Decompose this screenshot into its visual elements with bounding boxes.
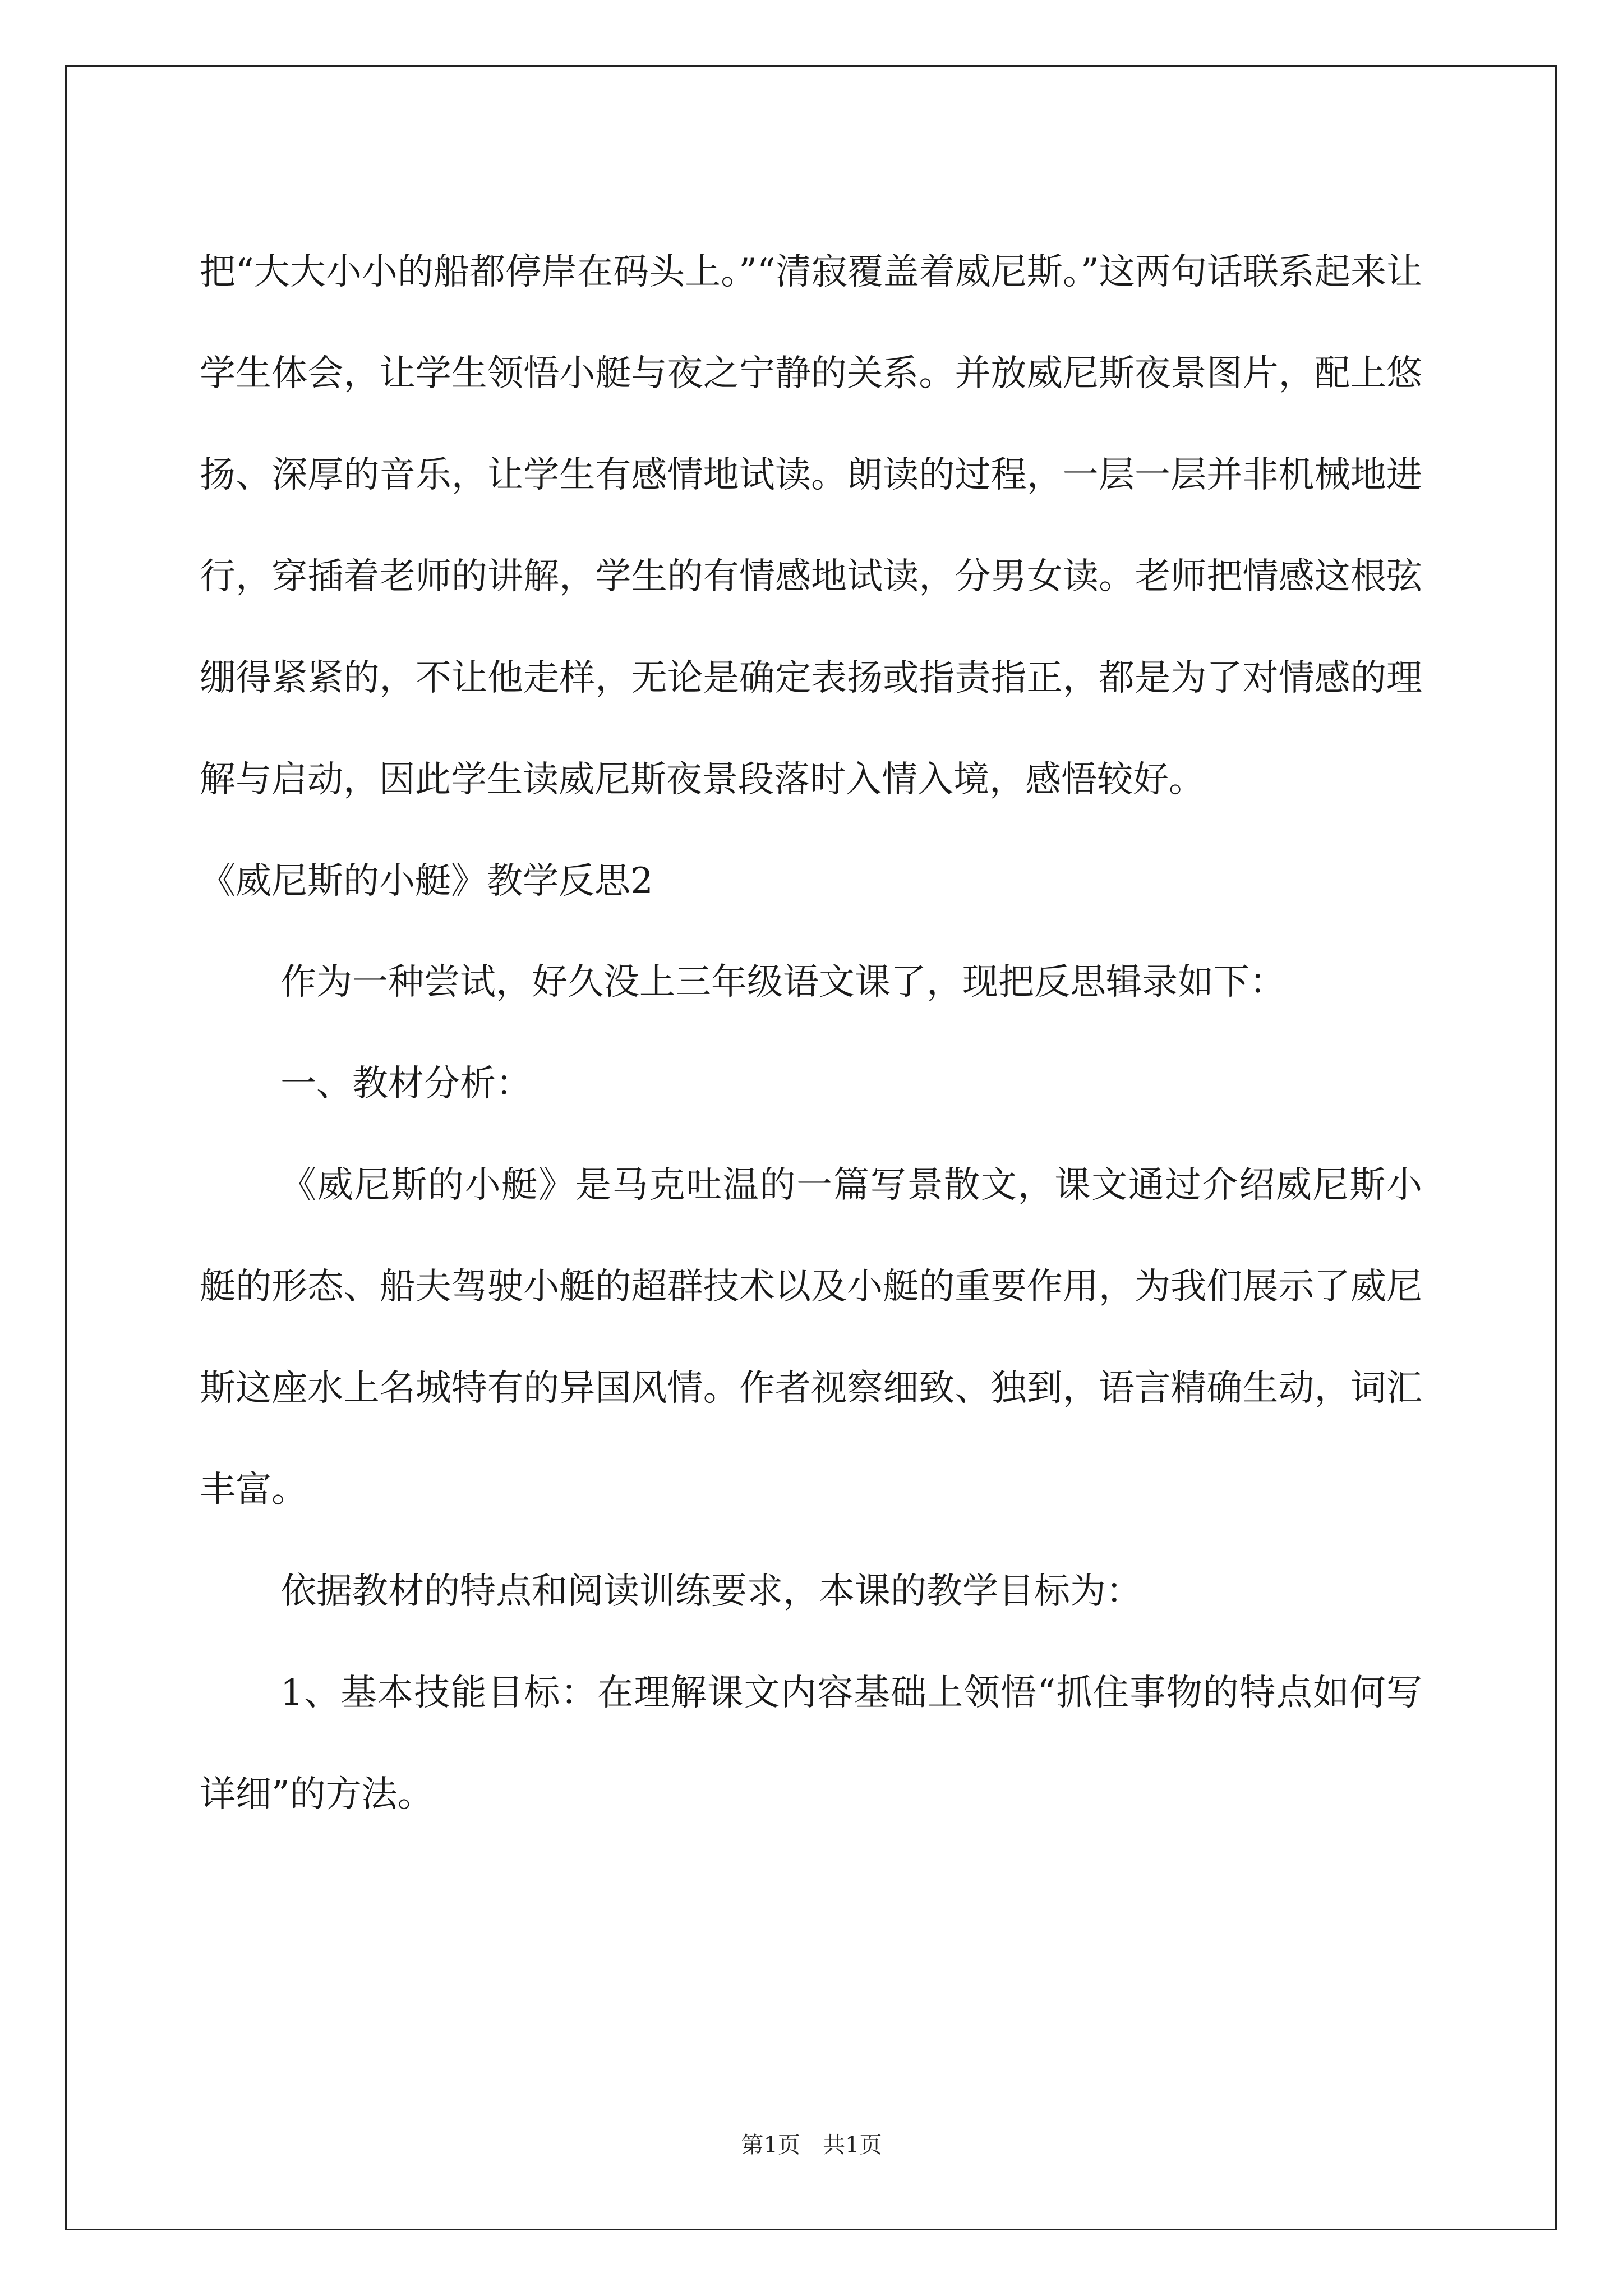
page-footer <box>0 2129 1623 2161</box>
paragraph-2: 作为一种尝试，好久没上三年级语文课了，现把反思辑录如下： <box>280 961 1285 1003</box>
page-number: 第1页 <box>741 2132 800 2158</box>
paragraph-5: 依据教材的特点和阅读训练要求，本课的教学目标为： <box>280 1571 1142 1612</box>
paragraph-1: 把“大大小小的船都停岸在码头上。”“清寂覆盖着威尼斯。”这两句话联系起来让学生体会，让学生领悟小艇与夜之宁静的关系。并放威尼斯夜景图片，配上悠扬、深厚的音乐，让学生有感情地试读。朗读的过程，一层一层并非机械地进行，穿插着老师的讲解，学生的有情感地试读，分男女读。老师把情感这根弦绷得紧紧的，不让他走样，无论是确定表扬或指责指正，都是为了对情感的理解与启动，因此学生读威尼斯夜景段落时入情入境，感悟较好。 <box>200 251 1422 800</box>
paragraph-4: 《威尼斯的小艇》是马克吐温的一篇写景散文，课文通过介绍威尼斯小艇的形态、船夫驾驶小艇的超群技术以及小艇的重要作用，为我们展示了威尼斯这座水上名城特有的异国风情。作者视察细致、独到，语言精确生动，词汇丰富。 <box>200 1165 1422 1511</box>
paragraph-3: 一、教材分析： <box>280 1063 532 1105</box>
document-body <box>200 222 1422 1846</box>
page-total: 共1页 <box>823 2132 882 2158</box>
section-heading: 《威尼斯的小艇》教学反思2 <box>200 861 653 902</box>
paragraph-6: 1、基本技能目标：在理解课文内容基础上领悟“抓住事物的特点如何写详细”的方法。 <box>200 1672 1422 1815</box>
